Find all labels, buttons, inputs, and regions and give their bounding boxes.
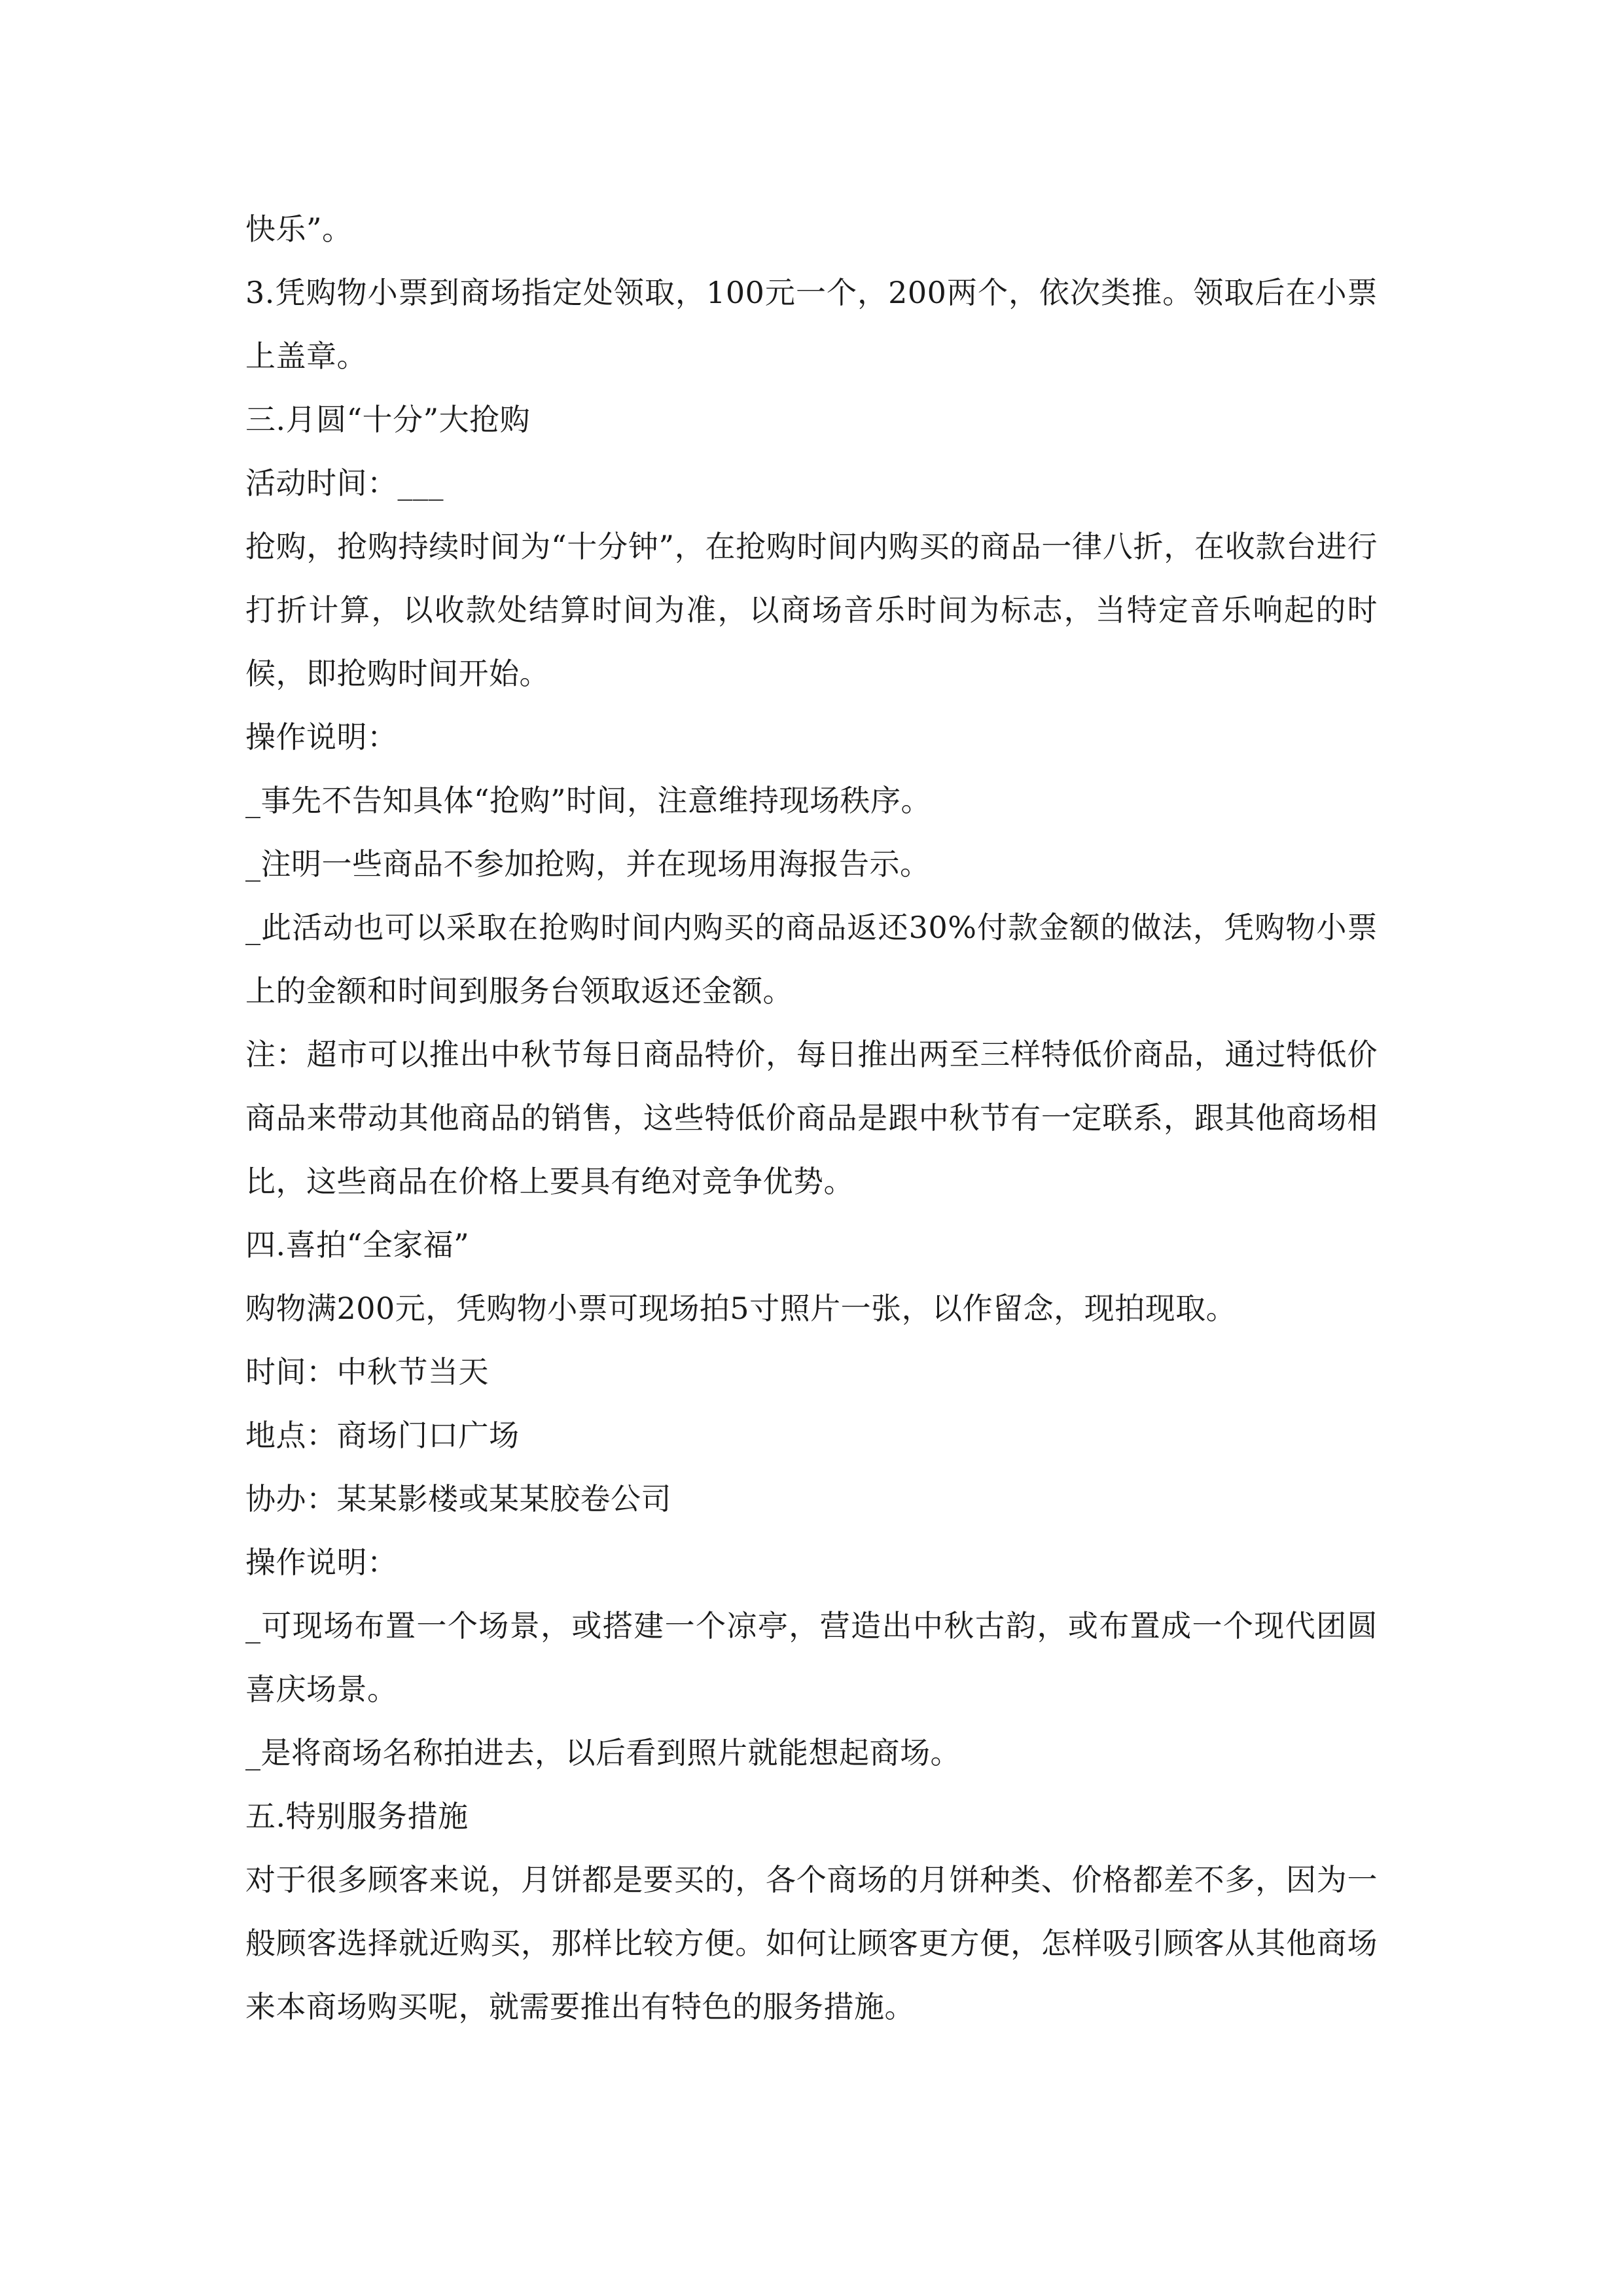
list-item: _可现场布置一个场景，或搭建一个凉亭，营造出中秋古韵，或布置成一个现代团圆喜庆场景。 xyxy=(245,1608,1378,1707)
list-item: _此活动也可以采取在抢购时间内购买的商品返还30%付款金额的做法，凭购物小票上的金额和时间到服务台领取返还金额。 xyxy=(245,910,1378,1009)
event-co-organizer: 协办：某某影楼或某某胶卷公司 xyxy=(245,1481,671,1516)
list-item: _是将商场名称拍进去，以后看到照片就能想起商场。 xyxy=(245,1735,961,1770)
list-item: _事先不告知具体“抢购”时间，注意维持现场秩序。 xyxy=(245,783,932,818)
paragraph-item-3: 3.凭购物小票到商场指定处领取，100元一个，200两个，依次类推。领取后在小票上盖章。 xyxy=(245,275,1378,374)
paragraph-photo-offer: 购物满200元，凭购物小票可现场拍5寸照片一张，以作留念，现拍现取。 xyxy=(245,1291,1237,1326)
event-location: 地点：商场门口广场 xyxy=(245,1418,520,1453)
section-heading-4: 四.喜拍“全家福” xyxy=(245,1227,470,1263)
paragraph-flash-sale: 抢购，抢购持续时间为“十分钟”，在抢购时间内购买的商品一律八折，在收款台进行打折计算，以收款处结算时间为准，以商场音乐时间为标志，当特定音乐响起的时候，即抢购时间开始。 xyxy=(245,529,1378,691)
section-heading-5: 五.特别服务措施 xyxy=(245,1799,469,1834)
activity-time: 活动时间：___ xyxy=(245,465,444,501)
paragraph-continuation: 快乐”。 xyxy=(245,211,353,247)
list-item: _注明一些商品不参加抢购，并在现场用海报告示。 xyxy=(245,846,931,882)
paragraph-special-services: 对于很多顾客来说，月饼都是要买的，各个商场的月饼种类、价格都差不多，因为一般顾客选择就近购买，那样比较方便。如何让顾客更方便，怎样吸引顾客从其他商场来本商场购买呢，就需要推出有特色的服务措施。 xyxy=(245,1862,1378,2024)
document-body xyxy=(245,198,1378,2039)
section-heading-3: 三.月圆“十分”大抢购 xyxy=(245,402,531,437)
operation-notes-heading: 操作说明： xyxy=(245,719,398,755)
paragraph-note: 注：超市可以推出中秋节每日商品特价，每日推出两至三样特低价商品，通过特低价商品来带动其他商品的销售，这些特低价商品是跟中秋节有一定联系，跟其他商场相比，这些商品在价格上要具有绝对竞争优势。 xyxy=(245,1037,1378,1199)
operation-notes-heading: 操作说明： xyxy=(245,1545,398,1580)
event-time: 时间：中秋节当天 xyxy=(245,1354,489,1390)
